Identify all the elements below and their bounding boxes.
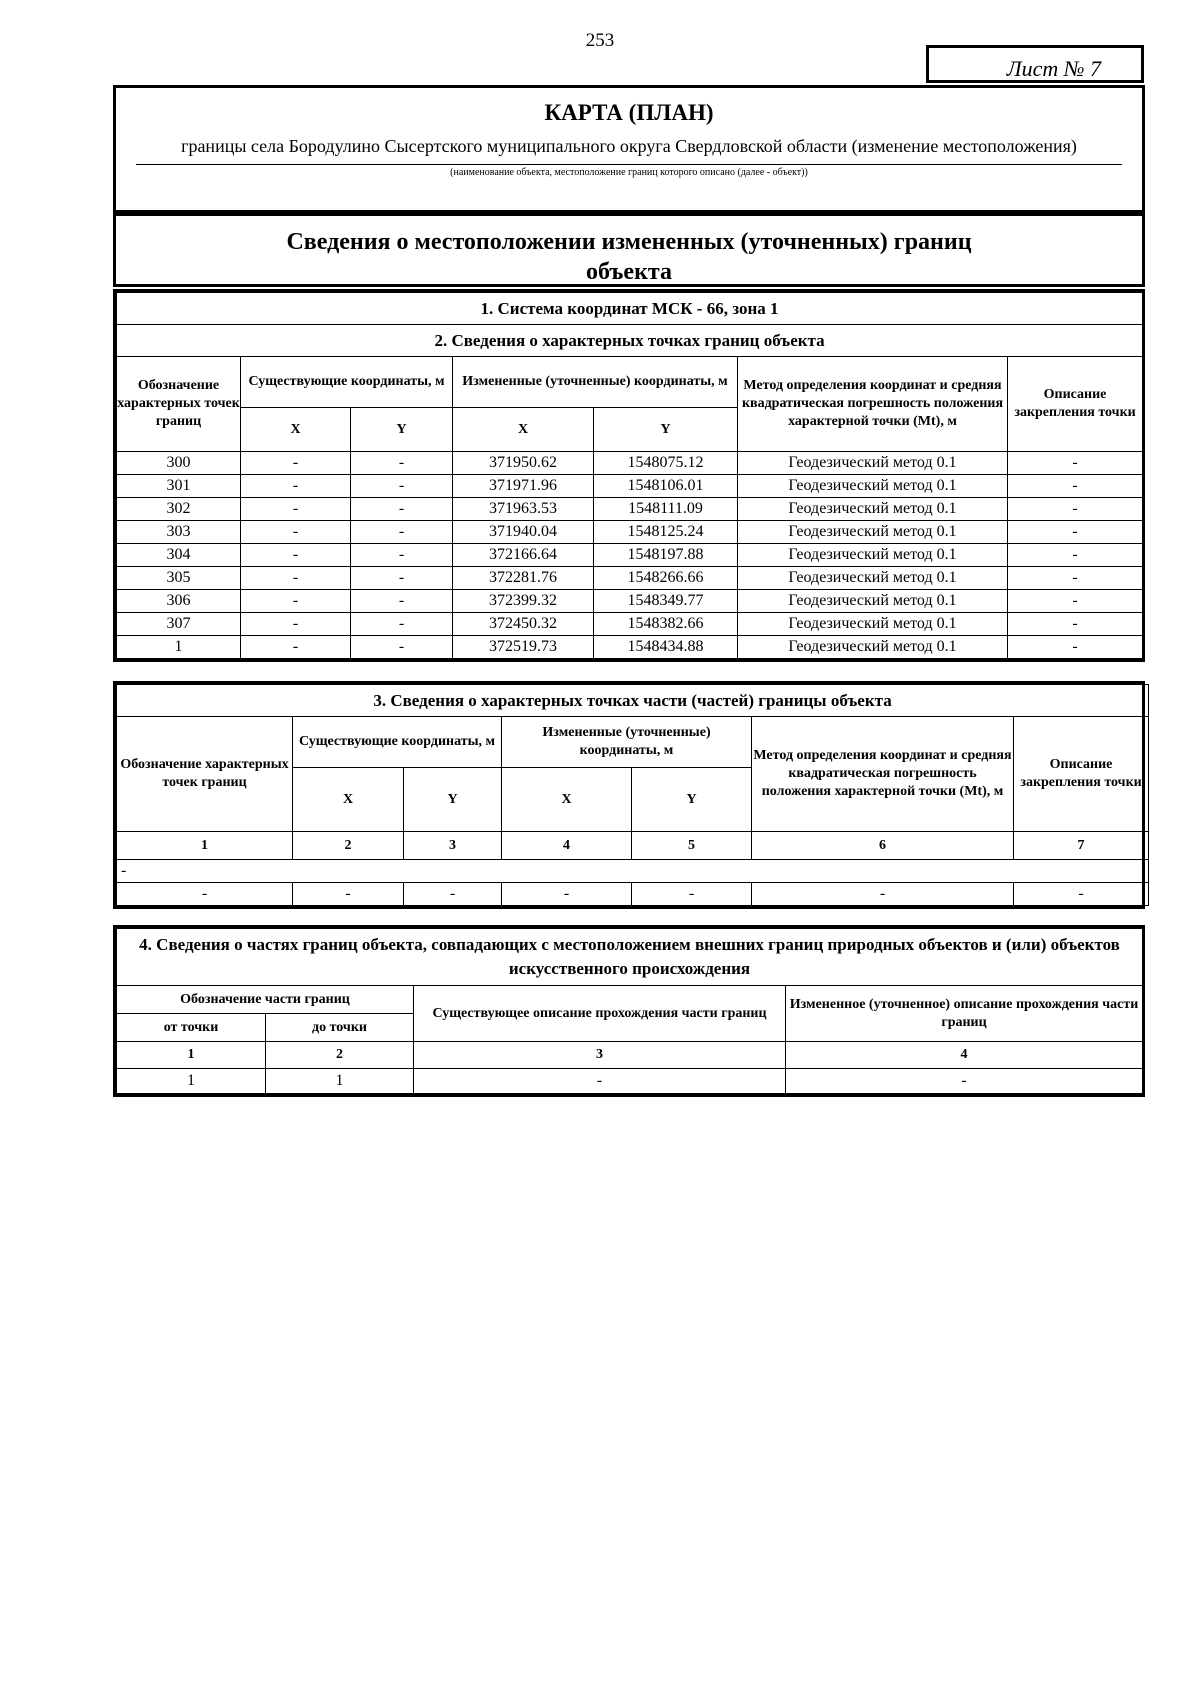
table-cell: -: [241, 452, 351, 475]
table-cell: Геодезический метод 0.1: [738, 521, 1008, 544]
table-cell: -: [241, 613, 351, 636]
s4-col-number: 3: [414, 1042, 786, 1069]
table-cell: 307: [117, 613, 241, 636]
s4-cell: -: [786, 1069, 1143, 1094]
s3-header-changed: Измененные (уточненные) координаты, м: [502, 717, 752, 768]
section4-title: 4. Сведения о частях границ объекта, совпадающих с местоположением внешних границ природных объектов и (или) объектов искусственного происхождения: [117, 929, 1143, 986]
table-cell: Геодезический метод 0.1: [738, 590, 1008, 613]
table-cell: -: [1008, 475, 1143, 498]
points-title: 2. Сведения о характерных точках границ объекта: [117, 325, 1143, 357]
s3-cell: -: [752, 883, 1014, 906]
points-table-body: [117, 452, 1143, 659]
s3-col-number: 7: [1014, 832, 1149, 860]
header-designation: Обозначение характерных точек границ: [117, 357, 241, 452]
table-cell: 1548111.09: [594, 498, 738, 521]
table-cell: 1548106.01: [594, 475, 738, 498]
table-cell: -: [351, 544, 453, 567]
header-changed-y: Y: [594, 408, 738, 452]
sheet-label: Лист № 7: [926, 45, 1144, 83]
table-row: [117, 452, 1143, 475]
table-cell: 302: [117, 498, 241, 521]
table-cell: -: [351, 613, 453, 636]
parts-points-table-block: [113, 681, 1145, 909]
table-cell: -: [351, 590, 453, 613]
table-cell: -: [241, 498, 351, 521]
s3-header-designation: Обозначение характерных точек границ: [117, 717, 293, 832]
s4-header-changed: Измененное (уточненное) описание прохождения части границ: [786, 986, 1143, 1042]
coord-system-title: 1. Система координат МСК - 66, зона 1: [117, 293, 1143, 325]
table-cell: Геодезический метод 0.1: [738, 498, 1008, 521]
table-row: [117, 544, 1143, 567]
table-cell: -: [1008, 636, 1143, 659]
s3-col-number: 5: [632, 832, 752, 860]
section-heading: [113, 213, 1145, 287]
table-cell: -: [1008, 544, 1143, 567]
page-number: 253: [585, 30, 615, 51]
table-cell: Геодезический метод 0.1: [738, 613, 1008, 636]
table-row: [117, 613, 1143, 636]
table-cell: 372450.32: [453, 613, 594, 636]
s4-col-number: 4: [786, 1042, 1143, 1069]
table-cell: Геодезический метод 0.1: [738, 475, 1008, 498]
table-cell: -: [1008, 613, 1143, 636]
s3-col-number: 3: [404, 832, 502, 860]
table-cell: 1548125.24: [594, 521, 738, 544]
map-caption: (наименование объекта, местоположение границ которого описано (далее - объект)): [450, 167, 808, 178]
table-cell: 372166.64: [453, 544, 594, 567]
table-cell: 306: [117, 590, 241, 613]
s3-cell: -: [1014, 883, 1149, 906]
s3-cell: -: [293, 883, 404, 906]
header-method: Метод определения координат и средняя квадратическая погрешность положения характерной точки (Mt), м: [738, 357, 1008, 452]
s3-cell: -: [404, 883, 502, 906]
table-row: [117, 636, 1143, 659]
table-cell: 371940.04: [453, 521, 594, 544]
table-cell: -: [241, 475, 351, 498]
table-cell: 371971.96: [453, 475, 594, 498]
s3-col-number: 2: [293, 832, 404, 860]
table-cell: Геодезический метод 0.1: [738, 567, 1008, 590]
s3-header-method: Метод определения координат и средняя квадратическая погрешность положения характерной точки (Mt), м: [752, 717, 1014, 832]
s4-cell: 1: [117, 1069, 266, 1094]
table-cell: 372281.76: [453, 567, 594, 590]
s4-cell: -: [414, 1069, 786, 1094]
map-title: КАРТА (ПЛАН): [544, 100, 714, 125]
s4-col-number: 2: [266, 1042, 414, 1069]
header-existing: Существующие координаты, м: [241, 357, 453, 408]
s3-part-row: -: [117, 860, 1149, 883]
header-changed: Измененные (уточненные) координаты, м: [453, 357, 738, 408]
s4-col-number: 1: [117, 1042, 266, 1069]
table-cell: 1548349.77: [594, 590, 738, 613]
map-subtitle: границы села Бородулино Сысертского муниципального округа Свердловской области (изменение местоположения): [181, 136, 1077, 156]
s3-col-number: 1: [117, 832, 293, 860]
map-title-block: [113, 85, 1145, 213]
section3-title: 3. Сведения о характерных точках части (частей) границы объекта: [117, 685, 1149, 717]
table-cell: Геодезический метод 0.1: [738, 636, 1008, 659]
s3-header-changed-x: X: [502, 768, 632, 832]
table-cell: 303: [117, 521, 241, 544]
table-cell: -: [1008, 452, 1143, 475]
s4-header-to: до точки: [266, 1014, 414, 1042]
table-cell: -: [351, 521, 453, 544]
s3-cell: -: [632, 883, 752, 906]
table-cell: -: [241, 636, 351, 659]
s3-header-existing-y: Y: [404, 768, 502, 832]
table-cell: -: [241, 590, 351, 613]
header-changed-x: X: [453, 408, 594, 452]
table-cell: 1548266.66: [594, 567, 738, 590]
table-cell: Геодезический метод 0.1: [738, 544, 1008, 567]
table-cell: -: [1008, 498, 1143, 521]
table-cell: -: [351, 636, 453, 659]
s4-header-part: Обозначение части границ: [117, 986, 414, 1014]
table-row: [117, 590, 1143, 613]
natural-boundaries-table: [116, 928, 1143, 1094]
header-existing-y: Y: [351, 408, 453, 452]
s3-header-existing-x: X: [293, 768, 404, 832]
points-table: [116, 292, 1143, 659]
table-cell: -: [351, 498, 453, 521]
header-existing-x: X: [241, 408, 351, 452]
s4-header-from: от точки: [117, 1014, 266, 1042]
table-cell: -: [1008, 567, 1143, 590]
table-cell: -: [351, 452, 453, 475]
s3-header-changed-y: Y: [632, 768, 752, 832]
s3-header-existing: Существующие координаты, м: [293, 717, 502, 768]
table-cell: 304: [117, 544, 241, 567]
title-rule: [136, 164, 1122, 165]
s4-cell: 1: [266, 1069, 414, 1094]
table-cell: 305: [117, 567, 241, 590]
table-cell: 300: [117, 452, 241, 475]
table-cell: 372399.32: [453, 590, 594, 613]
s3-col-number: 6: [752, 832, 1014, 860]
table-cell: -: [241, 521, 351, 544]
table-cell: 1548434.88: [594, 636, 738, 659]
s4-header-existing: Существующее описание прохождения части границ: [414, 986, 786, 1042]
table-cell: 1548197.88: [594, 544, 738, 567]
table-cell: -: [1008, 590, 1143, 613]
table-row: [117, 475, 1143, 498]
s3-cell: -: [502, 883, 632, 906]
parts-points-table: [116, 684, 1149, 906]
table-cell: 1548075.12: [594, 452, 738, 475]
table-cell: -: [351, 567, 453, 590]
table-cell: 371963.53: [453, 498, 594, 521]
s3-header-description: Описание закрепления точки: [1014, 717, 1149, 832]
table-cell: 371950.62: [453, 452, 594, 475]
header-description: Описание закрепления точки: [1008, 357, 1143, 452]
table-cell: 1: [117, 636, 241, 659]
s3-cell: -: [117, 883, 293, 906]
natural-boundaries-table-block: [113, 925, 1145, 1097]
table-row: [117, 498, 1143, 521]
s3-col-number: 4: [502, 832, 632, 860]
table-cell: -: [241, 567, 351, 590]
heading-text: Сведения о местоположении измененных (уточненных) границ объекта: [286, 229, 972, 285]
table-cell: -: [1008, 521, 1143, 544]
table-row: [117, 521, 1143, 544]
table-cell: 372519.73: [453, 636, 594, 659]
points-table-block: [113, 289, 1145, 662]
table-cell: -: [351, 475, 453, 498]
table-row: [117, 567, 1143, 590]
table-cell: Геодезический метод 0.1: [738, 452, 1008, 475]
table-cell: -: [241, 544, 351, 567]
table-cell: 301: [117, 475, 241, 498]
table-cell: 1548382.66: [594, 613, 738, 636]
